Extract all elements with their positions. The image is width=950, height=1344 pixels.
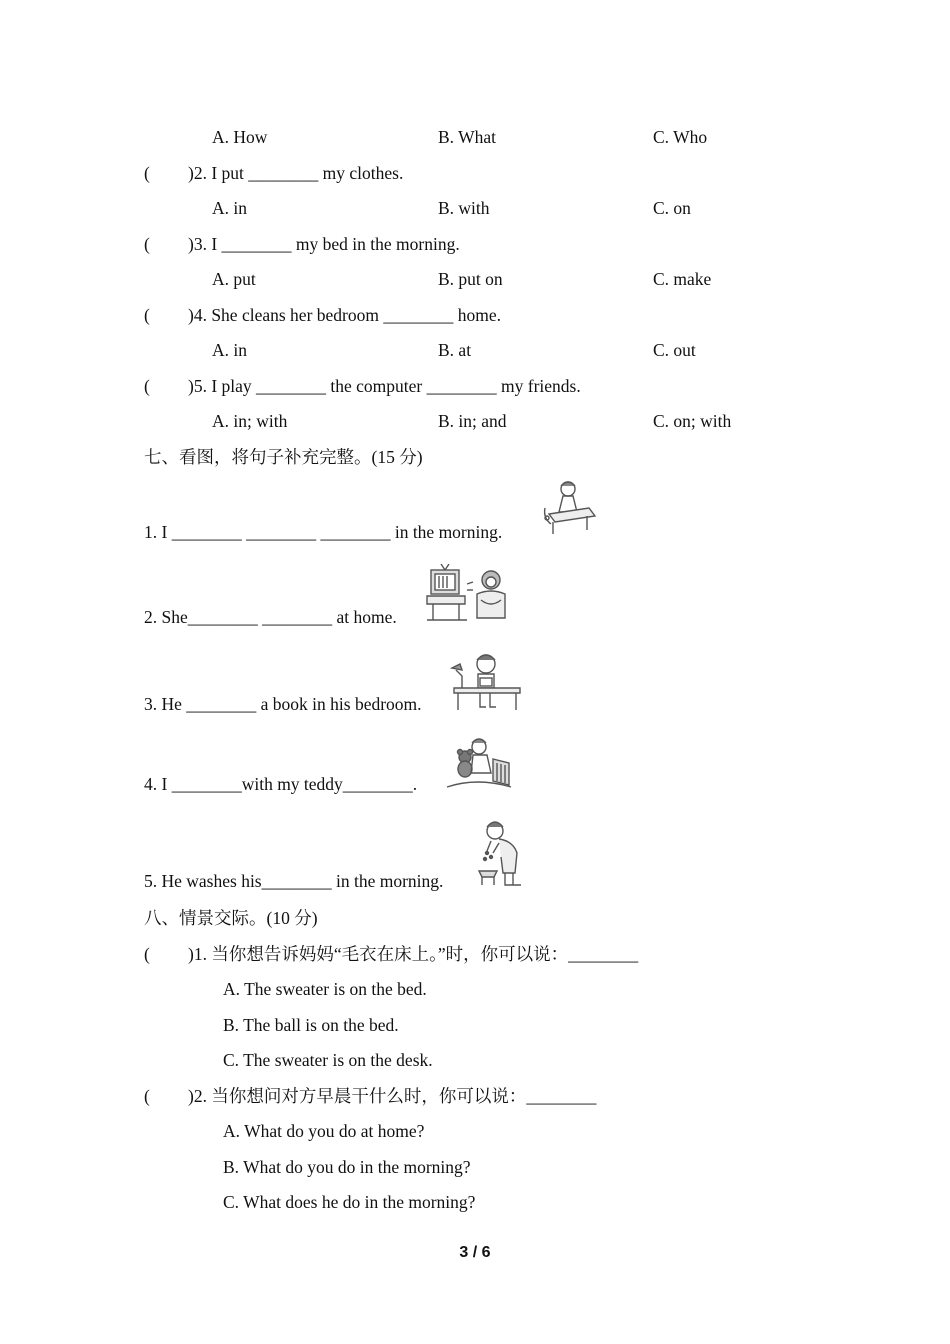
boy-at-desk-icon [541,478,597,538]
s8-q1-option-a: A. The sweater is on the bed. [223,979,427,999]
s6-q2-option-c: C. on [653,198,691,218]
s8-q1-option-b: B. The ball is on the bed. [223,1015,399,1035]
s6-q1-option-c: C. Who [653,127,708,147]
s7-item-4: 4. I ________with my teddy________. [144,774,418,794]
s6-q4-text: )4. She cleans her bedroom ________ home. [188,305,501,325]
s6-q2-option-a: A. in [212,198,247,218]
section7-heading: 七、看图，将句子补充完整。(15 分) [144,447,423,467]
s7-item-5: 5. He washes his________ in the morning. [144,871,444,891]
s6-q2-option-b: B. with [438,198,490,218]
s8-q2-option-b: B. What do you do in the morning? [223,1157,471,1177]
s6-q1-option-b: B. What [438,127,497,147]
s6-q5-option-a: A. in; with [212,411,288,431]
boy-reading-at-desk-icon [450,650,522,712]
s6-q1-option-a: A. How [212,127,268,147]
s6-q3-text: )3. I ________ my bed in the morning. [188,234,460,254]
s6-q4-option-c: C. out [653,340,696,360]
s6-q3-paren: ( [144,234,150,254]
s6-q3-option-a: A. put [212,269,256,289]
s8-q1-option-c: C. The sweater is on the desk. [223,1050,433,1070]
s6-q5-text: )5. I play ________ the computer ________ my friends. [188,376,581,396]
s8-q1-paren: ( [144,944,150,964]
s6-q5-paren: ( [144,376,150,396]
section8-heading: 八、情景交际。(10 分) [144,908,318,928]
girl-watching-tv-icon [425,564,513,626]
s8-q2-text: )2. 当你想问对方早晨干什么时，你可以说：________ [188,1086,597,1106]
s6-q4-paren: ( [144,305,150,325]
s8-q1-text: )1. 当你想告诉妈妈“毛衣在床上。”时，你可以说：________ [188,944,639,964]
s6-q3-option-c: C. make [653,269,712,289]
s8-q2-option-c: C. What does he do in the morning? [223,1192,476,1212]
girl-with-teddy-bear-icon [443,737,515,795]
s6-q3-option-b: B. put on [438,269,503,289]
s6-q5-option-c: C. on; with [653,411,732,431]
s7-item-1: 1. I ________ ________ ________ in the morning. [144,522,503,542]
s8-q2-option-a: A. What do you do at home? [223,1121,425,1141]
s6-q2-paren: ( [144,163,150,183]
s6-q5-option-b: B. in; and [438,411,507,431]
s6-q4-option-a: A. in [212,340,247,360]
s6-q2-text: )2. I put ________ my clothes. [188,163,404,183]
boy-washing-face-icon [477,819,535,889]
s7-item-2: 2. She________ ________ at home. [144,607,397,627]
s6-q4-option-b: B. at [438,340,472,360]
s8-q2-paren: ( [144,1086,150,1106]
page-number: 3 / 6 [459,1244,491,1261]
s7-item-3: 3. He ________ a book in his bedroom. [144,694,422,714]
